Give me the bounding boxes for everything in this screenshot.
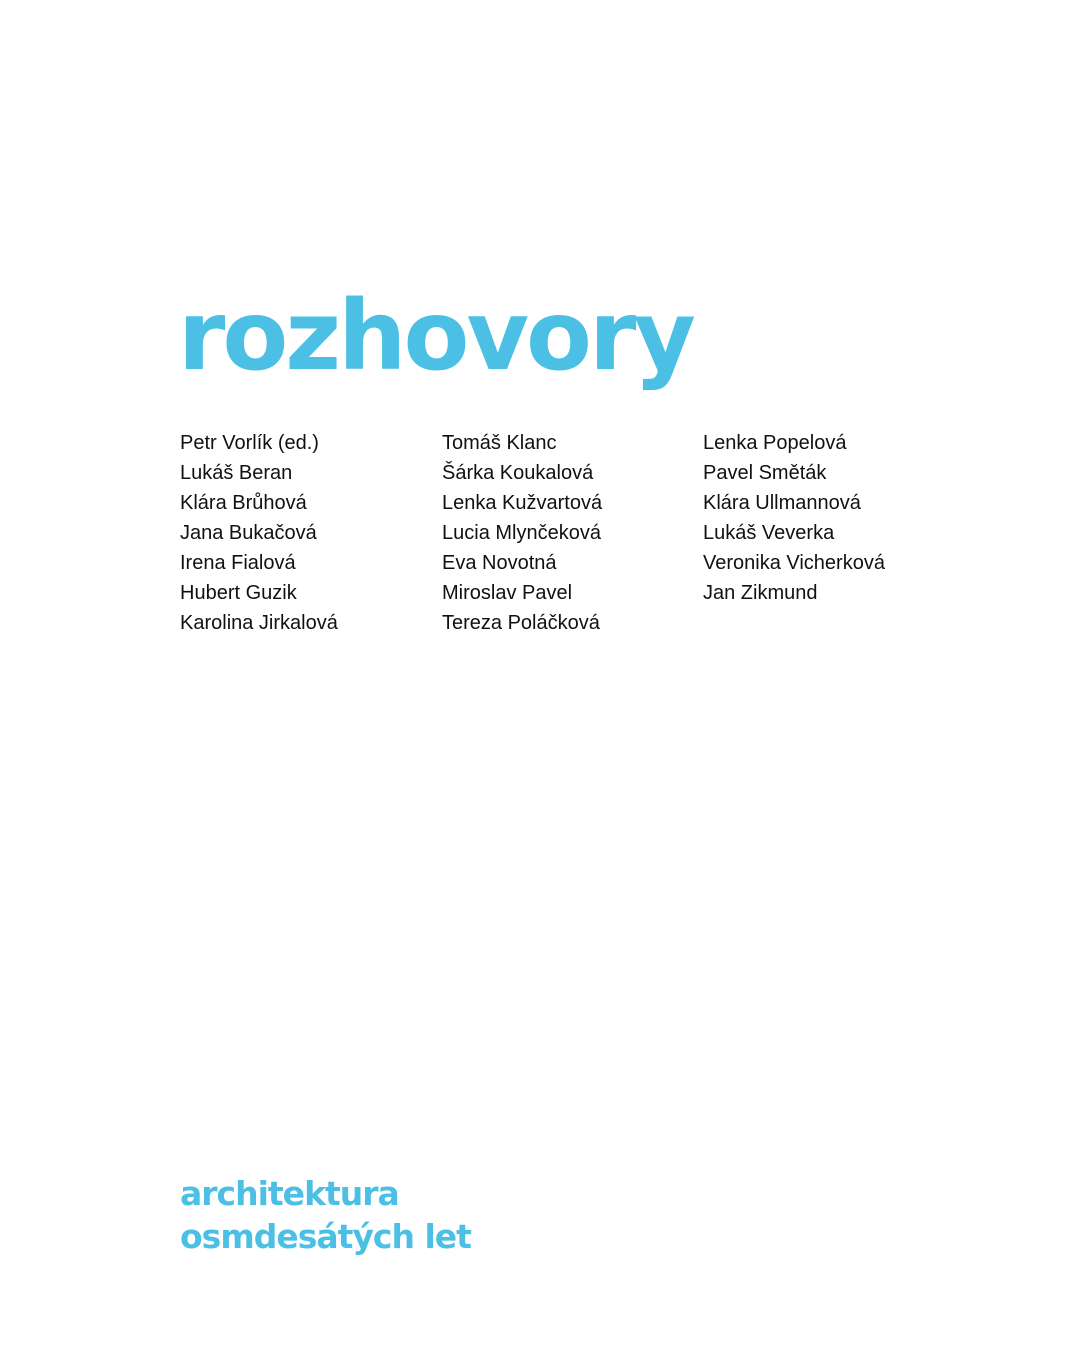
author-name: Hubert Guzik [180, 582, 297, 604]
author-name: Tomáš Klanc [442, 432, 557, 454]
author-name: Klára Ullmannová [703, 492, 861, 514]
author-name: Šárka Koukalová [442, 462, 594, 484]
author-list-column-1 [180, 428, 338, 638]
author-name: Lukáš Beran [180, 462, 293, 484]
author-list-column-3 [703, 428, 885, 608]
author-name: Jan Zikmund [703, 582, 818, 604]
author-name: Lenka Kužvartová [442, 492, 603, 514]
author-name: Lenka Popelová [703, 432, 847, 454]
author-name: Irena Fialová [180, 552, 296, 574]
subtitle-line-1: architektura [180, 1174, 399, 1213]
author-list-column-2 [442, 428, 602, 638]
author-name: Miroslav Pavel [442, 582, 573, 604]
book-title: rozhovory [178, 280, 693, 392]
author-name: Eva Novotná [442, 552, 557, 574]
subtitle-line-2: osmdesátých let [180, 1217, 471, 1256]
author-name: Tereza Poláčková [442, 612, 600, 634]
author-name: Veronika Vicherková [703, 552, 885, 574]
author-name: Klára Brůhová [180, 492, 307, 514]
book-subtitle [180, 1172, 471, 1258]
author-name: Karolina Jirkalová [180, 612, 338, 634]
author-name: Lucia Mlynčeková [442, 522, 601, 544]
author-name: Lukáš Veverka [703, 522, 835, 544]
author-name: Jana Bukačová [180, 522, 317, 544]
author-name: Pavel Směták [703, 462, 827, 484]
author-name: Petr Vorlík (ed.) [180, 432, 319, 454]
